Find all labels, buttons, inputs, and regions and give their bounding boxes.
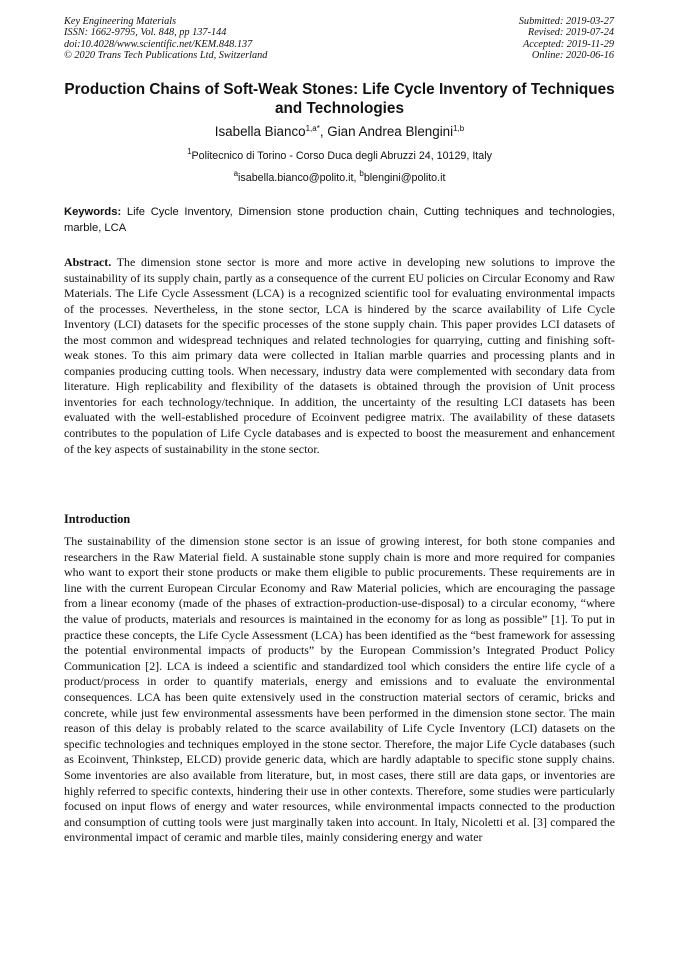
author-line [64,124,615,140]
affiliation-text: Politecnico di Torino - Corso Duca degli Abruzzi 24, 10129, Italy [191,150,492,162]
keywords [64,205,615,236]
online-date: Online: 2020-06-16 [531,49,614,61]
abstract-text: The dimension stone sector is more and more active in developing new solutions to improve the sustainability of its supply chain, partly as a consequence of the current EU policies on Circular Economy and Raw Materials. The Life Cycle Assessment (LCA) is a recognized scientific tool for evaluating environmental impacts of the processes. Nevertheless, in the stone sector, LCA is hindered by the scarce availability of Life Cycle Inventory (LCI) datasets for the specific processes of the stone supply chain. This paper provides LCI datasets of the most common and widespread techniques and related technologies for quarrying, cutting and finishing soft-weak stones. To this aim primary data were collected in Italian marble quarries and processing plants and in companies producing cutting tools. When necessary, industry data were complemented with secondary data from literature. High replicability and flexibility of the datasets is obtained through the provision of Unit process inventories for each technology/technique. In addition, the uncertainty of the resulting LCI datasets has been evaluated with the well-established procedure of Ecoinvent pedigree matrix. The availability of these datasets contributes to the population of Life Cycle databases and is expected to boost the measurement and enhancement of the key aspects of sustainability in the stone sector. [64,255,615,456]
author-affiliation-mark: 1,b [453,124,465,133]
author-name: Isabella Bianco [214,124,306,139]
affiliation-mark: 1 [187,147,192,156]
email-link[interactable]: isabella.bianco@polito.it [238,172,354,184]
introduction-body [64,534,615,846]
email-mark: b [359,169,364,178]
abstract-label: Abstract. [64,255,112,269]
journal-info-block [64,16,267,61]
author-affiliation-mark: 1,a* [305,124,320,133]
email-link[interactable]: blengini@polito.it [363,172,446,184]
email-mark: a [233,169,239,178]
keywords-label: Keywords: [64,206,122,218]
journal-issn: ISSN: 1662-9795, Vol. 848, pp 137-144 [64,27,227,39]
introduction-paragraph: The sustainability of the dimension stone sector is an issue of growing interest, for both stone companies and researchers in the Raw Material field. A sustainable stone supply chain is more and more required for companies who want to export their stone products or make them eligible to public procurements. These requirements are in line with the current European Circular Economy and Raw Material policies, which are encouraging the passage from a linear economy (made of the phases of extraction-production-use-disposal) to a circular economy, “where the value of products, materials and resources is maintained in the economy for as long as possible” [1]. To put in practice these concepts, the Life Cycle Assessment (LCA) has been identified as the “best framework for assessing the potential environmental impacts of products” by the European Commission’s Integrated Product Policy Communication [2]. LCA is indeed a scientific and standardized tool which considers the entire life cycle of a product/process in order to quantify materials, energy and emissions and to evaluate the environmental consequences. LCA has been quite extensively used in the construction material sectors of ceramic, bricks and concrete, while just few environmental assessments have been performed in the dimension stone sector. The main reason of this delay is probably related to the scarce availability of Life Cycle Inventory (LCI) datasets on the specific technologies and techniques employed in the stone sector. Therefore, the major Life Cycle databases (such as Ecoinvent, Thinkstep, ELCD) provide generic data, which are hardly adaptable to specific stone supply chains. Some inventories are also available from literature, but, in most cases, there still are data gaps, or inventories are highly referred to specific contexts, hindering their use in other contexts. Therefore, some studies were particularly focused on input flows of energy and water resources, while environmental impacts connected to the production and consumption of cutting tools were just marginally taken into account. In Italy, Nicoletti et al. [3] compared the environmental impact of ceramic and marble tiles, mainly considering energy and water [64,534,615,845]
abstract [64,255,615,457]
keywords-text: Life Cycle Inventory, Dimension stone production chain, Cutting techniques and technologies, marble, LCA [64,206,615,234]
journal-name: Key Engineering Materials [64,16,177,27]
revised-date: Revised: 2019-07-24 [527,27,614,39]
author-emails [64,169,615,185]
submitted-date: Submitted: 2019-03-27 [518,16,614,27]
section-heading-introduction: Introduction [64,512,131,526]
author-separator: , [319,124,328,139]
email-separator: , [353,172,360,184]
affiliation [64,147,615,163]
submission-dates-block [519,16,614,61]
accepted-date: Accepted: 2019-11-29 [522,38,614,50]
author-name: Gian Andrea Blengini [327,124,454,139]
journal-copyright: © 2020 Trans Tech Publications Ltd, Switzerland [64,49,268,61]
journal-doi: doi:10.4028/www.scientific.net/KEM.848.137 [64,38,253,50]
paper-title: Production Chains of Soft-Weak Stones: Life Cycle Inventory of Techniques and Technologies [64,81,615,117]
